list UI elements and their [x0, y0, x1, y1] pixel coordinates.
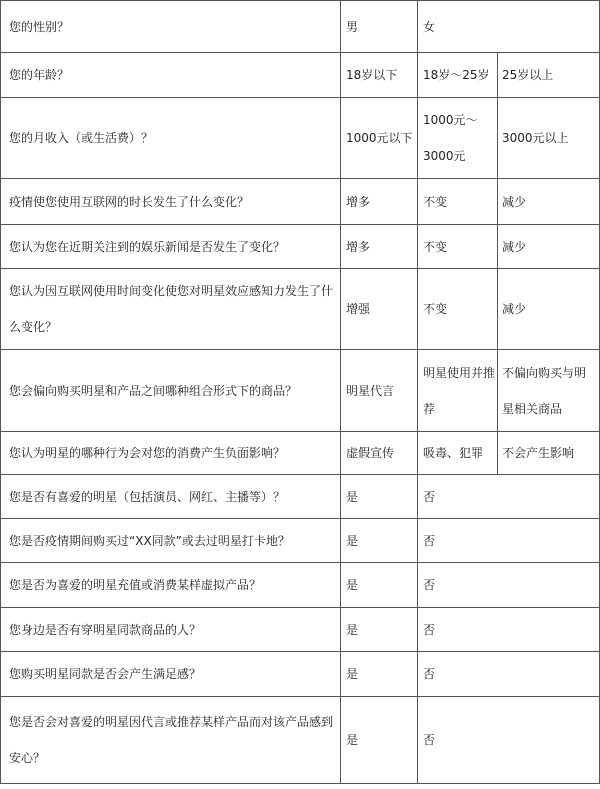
question-cell: 您的性别？	[1, 1, 341, 53]
option-cell: 是	[341, 519, 418, 563]
option-cell: 不变	[418, 179, 498, 225]
option-cell: 女	[418, 1, 600, 53]
option-cell: 否	[418, 563, 600, 608]
table-row-people-around	[1, 608, 600, 652]
option-cell: 吸毒、犯罪	[418, 432, 498, 475]
table-row-gender	[1, 1, 600, 53]
question-cell: 您是否会对喜爱的明星因代言或推荐某样产品而对该产品感到安心？	[1, 697, 341, 784]
table-row-celebrity-effect	[1, 269, 600, 350]
question-cell: 您认为您在近期关注到的娱乐新闻是否发生了变化？	[1, 225, 341, 269]
table-row-entertainment-news	[1, 225, 600, 269]
option-cell: 减少	[498, 269, 600, 350]
option-cell: 25岁以上	[498, 53, 600, 98]
table-row-same-style-purchase	[1, 519, 600, 563]
option-cell: 增多	[341, 225, 418, 269]
option-cell: 1000元以下	[341, 98, 418, 179]
question-cell: 您的月收入（或生活费）？	[1, 98, 341, 179]
table-row-internet-time	[1, 179, 600, 225]
option-cell: 不变	[418, 269, 498, 350]
table-row-favorite-star	[1, 475, 600, 519]
table-row-age	[1, 53, 600, 98]
option-cell: 男	[341, 1, 418, 53]
option-cell: 减少	[498, 225, 600, 269]
option-cell: 否	[418, 475, 600, 519]
option-cell: 是	[341, 652, 418, 697]
option-cell: 是	[341, 563, 418, 608]
option-cell: 1000元～3000元	[418, 98, 498, 179]
option-cell: 是	[341, 608, 418, 652]
question-cell: 您认为明星的哪种行为会对您的消费产生负面影响？	[1, 432, 341, 475]
option-cell: 18岁以下	[341, 53, 418, 98]
option-cell: 不会产生影响	[498, 432, 600, 475]
option-cell: 否	[418, 608, 600, 652]
question-cell: 您的年龄？	[1, 53, 341, 98]
question-cell: 您认为因互联网使用时间变化使您对明星效应感知力发生了什么变化？	[1, 269, 341, 350]
option-cell: 否	[418, 652, 600, 697]
option-cell: 3000元以上	[498, 98, 600, 179]
option-cell: 是	[341, 697, 418, 784]
question-cell: 您身边是否有穿明星同款商品的人？	[1, 608, 341, 652]
option-cell: 虚假宣传	[341, 432, 418, 475]
option-cell: 增强	[341, 269, 418, 350]
question-cell: 疫情使您使用互联网的时长发生了什么变化？	[1, 179, 341, 225]
option-cell: 增多	[341, 179, 418, 225]
table-row-satisfaction	[1, 652, 600, 697]
option-cell: 是	[341, 475, 418, 519]
table-row-purchase-form	[1, 350, 600, 432]
table-row-negative-influence	[1, 432, 600, 475]
option-cell: 减少	[498, 179, 600, 225]
option-cell: 明星代言	[341, 350, 418, 432]
table-row-reassurance	[1, 697, 600, 784]
option-cell: 否	[418, 697, 600, 784]
option-cell: 明星使用并推荐	[418, 350, 498, 432]
option-cell: 否	[418, 519, 600, 563]
question-cell: 您会偏向购买明星和产品之间哪种组合形式下的商品？	[1, 350, 341, 432]
question-cell: 您是否为喜爱的明星充值或消费某样虚拟产品？	[1, 563, 341, 608]
option-cell: 18岁～25岁	[418, 53, 498, 98]
table-row-income	[1, 98, 600, 179]
option-cell: 不偏向购买与明星相关商品	[498, 350, 600, 432]
question-cell: 您是否疫情期间购买过“XX同款”或去过明星打卡地？	[1, 519, 341, 563]
question-cell: 您购买明星同款是否会产生满足感？	[1, 652, 341, 697]
option-cell: 不变	[418, 225, 498, 269]
question-cell: 您是否有喜爱的明星（包括演员、网红、主播等）？	[1, 475, 341, 519]
table-row-virtual-product	[1, 563, 600, 608]
